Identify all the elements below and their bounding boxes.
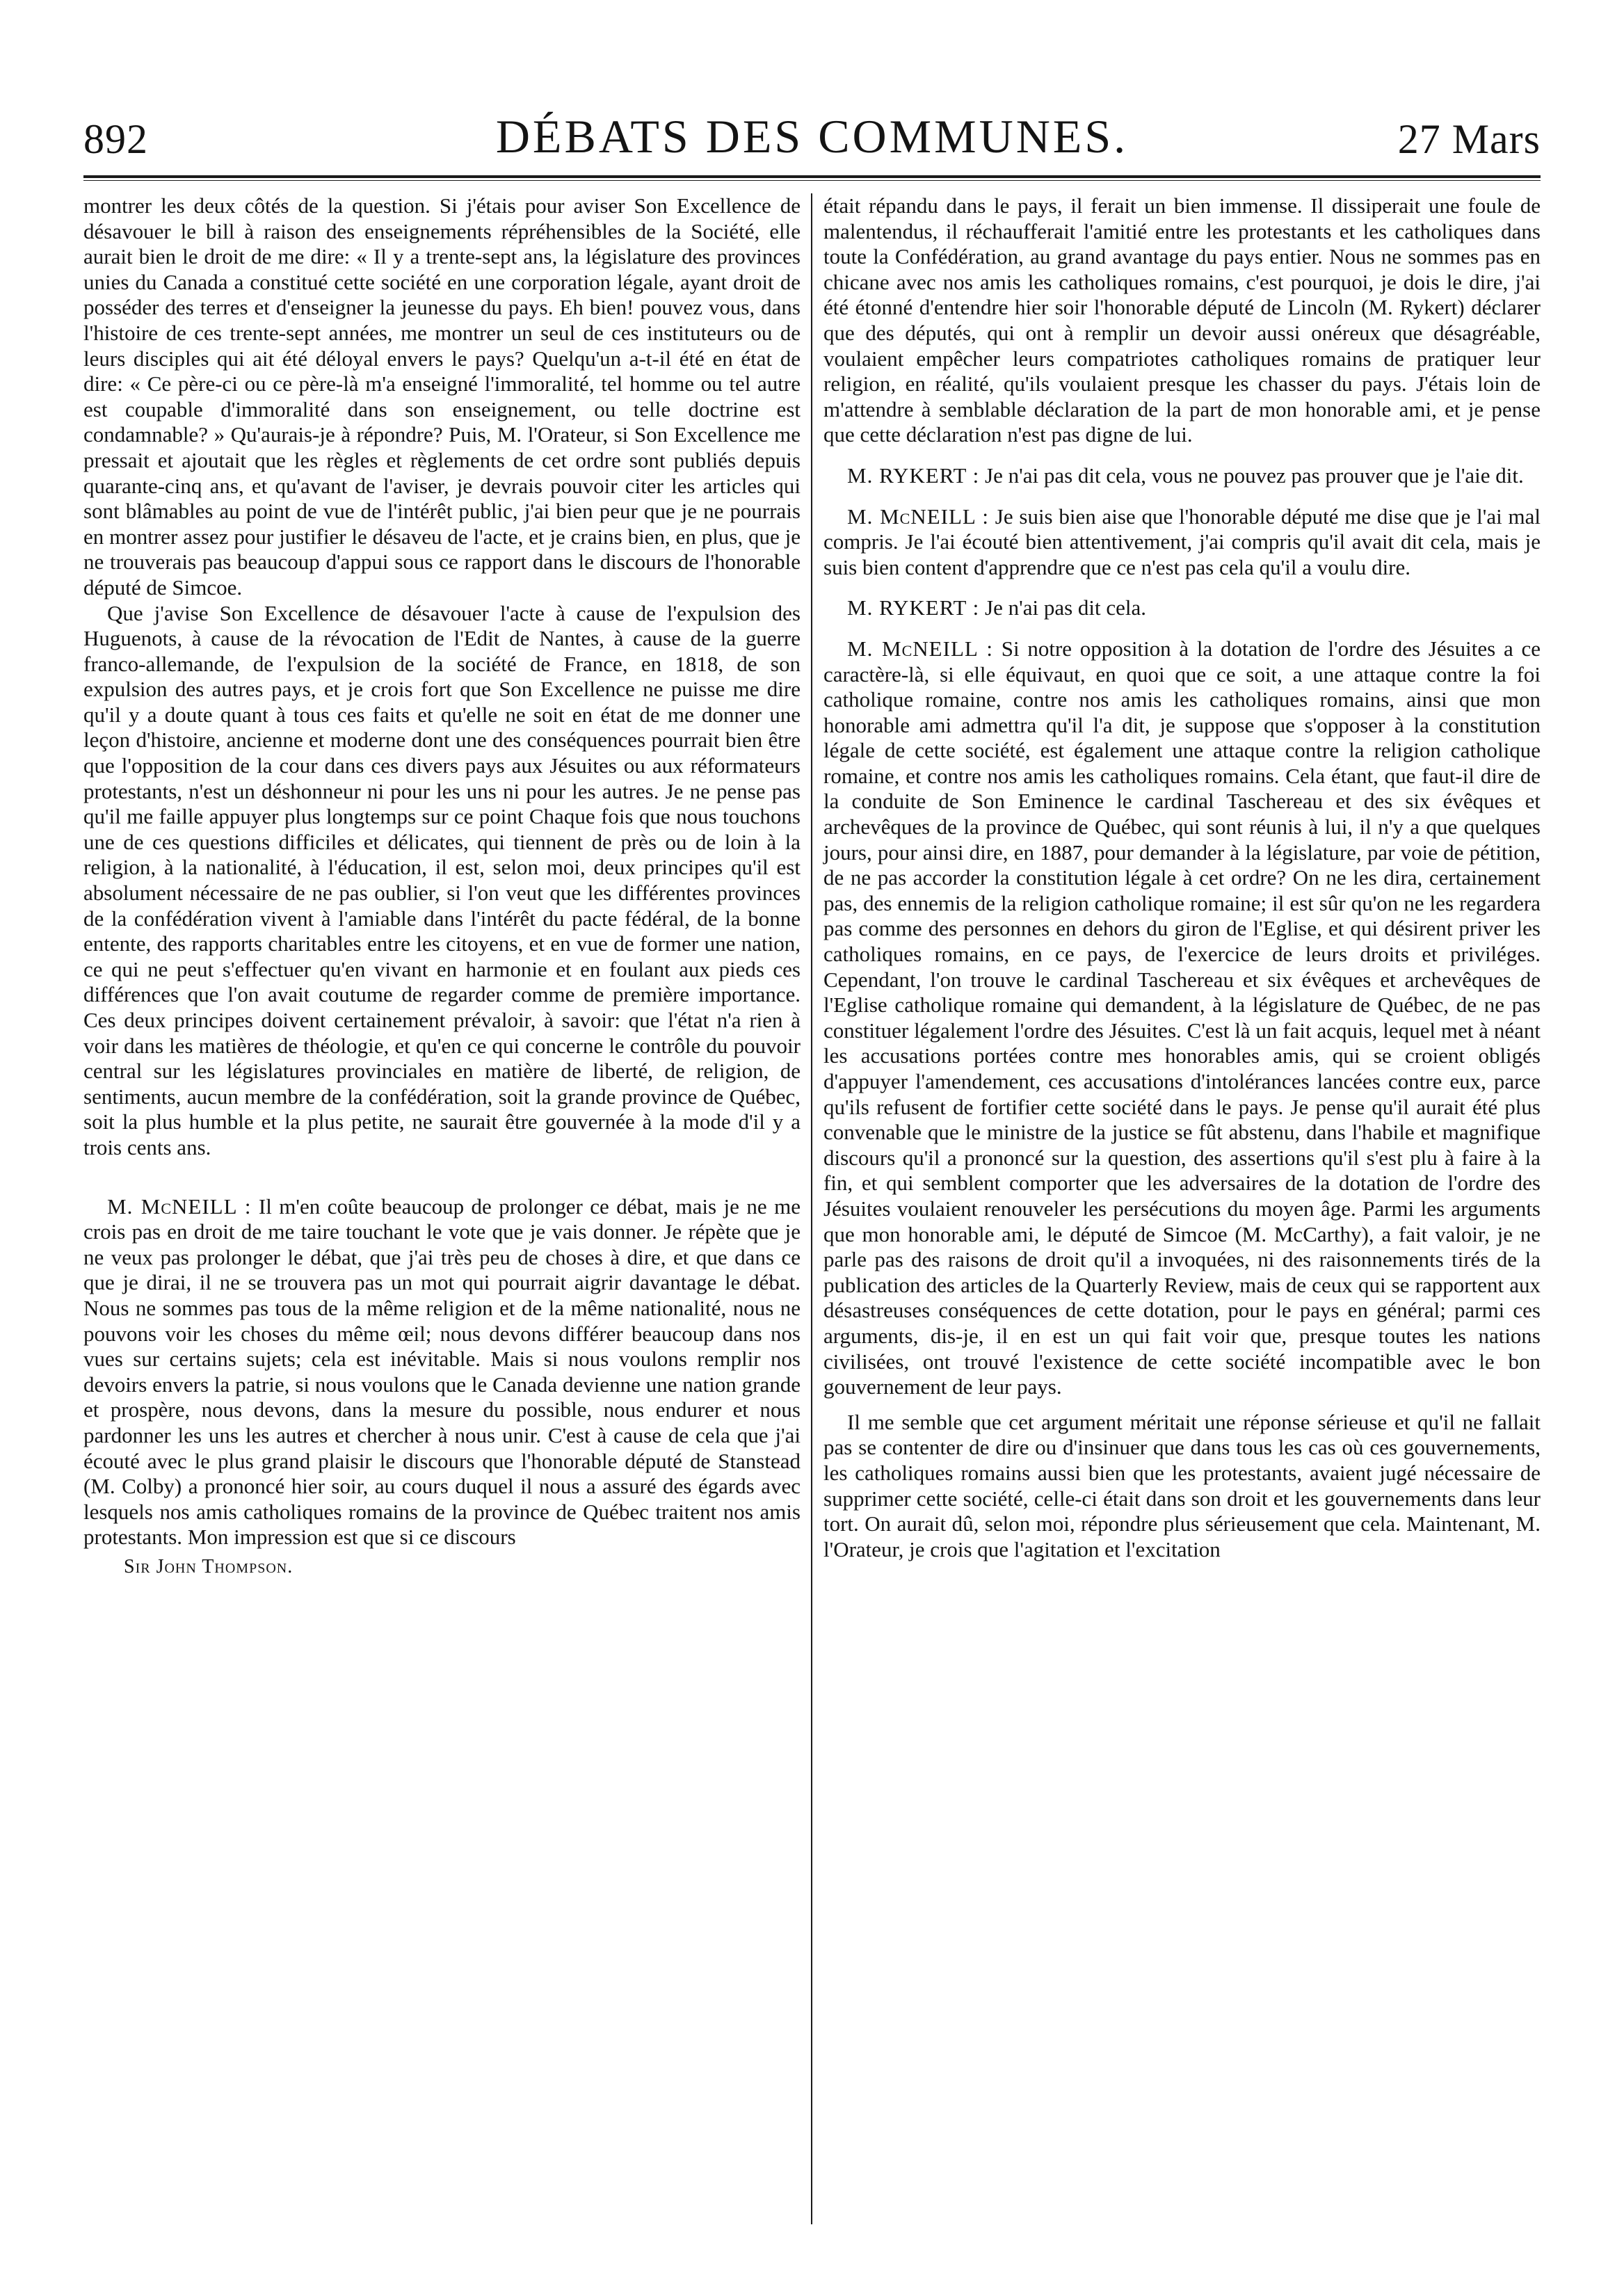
page-header bbox=[83, 97, 1541, 163]
footer-note: Sir John Thompson. bbox=[124, 1555, 294, 1577]
right-paragraph-3 bbox=[823, 504, 1541, 581]
right-paragraph-5 bbox=[823, 636, 1541, 1400]
speaker-label: M. McNEILL : bbox=[107, 1194, 252, 1219]
text-columns bbox=[83, 193, 1541, 2224]
speech-text: Je n'ai pas dit cela. bbox=[979, 595, 1147, 620]
right-paragraph-2 bbox=[823, 463, 1541, 489]
speaker-label: M. RYKERT : bbox=[847, 463, 980, 488]
right-paragraph-6: Il me semble que cet argument méritait une réponse sérieuse et qu'il ne fallait pas se contenter de dire ou d'insinuer que dans tous les cas où ces gouvernements, les catholiques romains aussi bien que les protestants, avaient jugé nécessaire de supprimer cette société, celle-ci était dans son droit et les gouvernements dans leur tort. On aurait dû, selon moi, répondre plus sérieusement que cela. Maintenant, M. l'Orateur, je crois que l'agitation et l'excitation bbox=[823, 1409, 1541, 1561]
page bbox=[83, 97, 1541, 2240]
header-rule-thin bbox=[83, 180, 1541, 181]
page-date: 27 Mars bbox=[1397, 116, 1541, 162]
right-paragraph-1: était répandu dans le pays, il ferait un bien immense. Il dissiperait une foule de malentendus, il réchaufferait l'amitié entre les protestants et les catholiques dans toute la Confédération, au grand avantage du pays entier. Nous ne sommes pas en chicane avec nos amis les catholiques romains, c'est pourquoi, je dois le dire, j'ai été étonné d'entendre hier soir l'honorable député de Lincoln (M. Rykert) déclarer que des députés, qui ont à remplir un devoir aussi onéreux que désagréable, voulaient empêcher leurs compatriotes catholiques romains de pratiquer leur religion, en réalité, qu'ils voulaient presque les chasser du pays. J'étais loin de m'attendre à semblable déclaration de la part de mon honorable ami, et je pense que cette déclaration n'est pas digne de lui. bbox=[823, 193, 1541, 447]
page-number: 892 bbox=[83, 116, 148, 162]
left-paragraph-3 bbox=[83, 1194, 801, 1550]
speaker-label: M. McNEILL : bbox=[847, 504, 990, 529]
speaker-label: M. RYKERT : bbox=[847, 595, 980, 620]
speaker-label: M. McNEILL : bbox=[847, 636, 994, 661]
left-paragraph-2: Que j'avise Son Excellence de désavouer l'acte à cause de l'expulsion des Huguenots, à cause de la révocation de l'Edit de Nantes, à cause de la guerre franco-allemande, de l'expulsion de la société de France, en 1818, de son expulsion des autres pays, et je crois fort que Son Excellence ne puisse me dire qu'il y a doute quant à tous ces faits et qu'elle ne soit en état de me donner une leçon d'histoire, ancienne et moderne dont une des conséquences pourrait bien être que l'opposition de la cour dans ces divers pays aux Jésuites ou aux réformateurs protestants, n'est un déshonneur ni pour les uns ni pour les autres. Je ne pense pas qu'il me faille appuyer plus longtemps sur ce point Chaque fois que nous touchons une de ces questions difficiles et délicates, qui tiennent de près ou de loin à la religion, à la nationalité, à l'éducation, il est, selon moi, deux principes qu'il est absolument nécessaire de ne pas oublier, si l'on veut que les différentes provinces de la confédération vivent à l'amiable dans l'intérêt du pacte fédéral, de la bonne entente, des rapports charitables entre les citoyens, et en vue de former une nation, ce qui ne peut s'effectuer qu'en vivant en harmonie et en foulant aux pieds ces différences que l'on avait coutume de regarder comme de première importance. Ces deux principes doivent certainement prévaloir, à savoir: que l'état n'a rien à voir dans les matières de théologie, et qu'en ce qui concerne le contrôle du pouvoir central sur les législatures provinciales en matière de liberté, de religion, de sentiments, aucun membre de la confédération, soit la grande province de Québec, soit la plus humble et la plus petite, ne saurait être gouvernée à la mode d'il y a trois cents ans. bbox=[83, 600, 801, 1159]
left-paragraph-1: montrer les deux côtés de la question. Si j'étais pour aviser Son Excellence de désavouer le bill à raison des enseignements répréhensibles de la Société, elle aurait bien le droit de me dire: « Il y a trente-sept ans, la législature des provinces unies du Canada a constitué cette société en une corporation légale, ayant droit de posséder des terres et d'enseigner la jeunesse du pays. Eh bien! pouvez vous, dans l'histoire de ces trente-sept années, me montrer un seul de ces instituteurs ou de leurs disciples qui ait été déloyal envers le pays? Quelqu'un a-t-il été en état de dire: « Ce père-ci ou ce père-là m'a enseigné l'immoralité, tel homme ou tel autre est coupable d'immoralité dans son enseignement, ou telle doctrine est condamnable? » Qu'aurais-je à répondre? Puis, M. l'Orateur, si Son Excellence me pressait et ajoutait que les règles et règlements de cet ordre sont publiés depuis quarante-cinq ans, et qu'avant de l'aviser, je devrais pouvoir citer les articles qui sont blâmables au point de vue de l'intérêt public, j'ai bien peur que je ne pourrais en montrer assez pour justifier le désaveu de l'acte, et je crains bien, en plus, que je ne trouverais pas beaucoup d'appui sous ce rapport dans le discours de l'honorable député de Simcoe. bbox=[83, 193, 801, 600]
right-paragraph-4 bbox=[823, 595, 1541, 621]
left-column bbox=[83, 193, 811, 2224]
header-rule bbox=[83, 175, 1541, 178]
speech-text: Je n'ai pas dit cela, vous ne pouvez pas prouver que je l'aie dit. bbox=[979, 463, 1524, 488]
page-title: DÉBATS DES COMMUNES. bbox=[495, 110, 1129, 163]
speech-text: Je suis bien aise que l'honorable député me dise que je l'ai mal compris. Je l'ai écouté bien attentivement, j'ai compris qu'il avait dit cela, mais je suis bien content d'apprendre que ce n'est pas cela qu'il a voulu dire. bbox=[823, 504, 1541, 579]
speech-text: Si notre opposition à la dotation de l'ordre des Jésuites a ce caractère-là, si elle équivaut, en quoi que ce soit, a une attaque contre la foi catholique romaine, contre nos amis les catholiques romains, ainsi que mon honorable ami admettra qu'il l'a dit, je suppose que s'opposer à la constitution légale de cette société, est également une attaque contre la religion catholique romaine, et contre nos amis les catholiques romains. Cela étant, que faut-il dire de la conduite de Son Eminence le cardinal Taschereau et des six évêques et archevêques de la province de Québec, qui sont réunis à lui, il n'y a que quelques jours, pour ainsi dire, en 1887, pour demander à la législature, par voie de pétition, de ne pas accorder la constitution légale à cet ordre? On ne les dira, certainement pas, des ennemis de la religion catholique romaine; il est sûr qu'on ne les regardera pas comme des personnes en dehors du giron de l'Eglise, et qui désirent priver les catholiques romains, en ce pays, de l'exercice de leurs droits et priviléges. Cependant, l'on trouve le cardinal Taschereau et six évêques et archevêques de l'Eglise catholique romaine qui demandent, à la législature de Québec, de ne pas constituer légalement l'ordre des Jésuites. C'est là un fait acquis, lequel met à néant les accusations portées contre mes honorables amis, qui se croient obligés d'appuyer l'amendement, ces accusations d'intolérances lancées contre eux, parce qu'ils refusent de fortifier cette société dans le pays. Je pense qu'il aurait été plus convenable que le ministre de la justice se fût abstenu, dans l'habile et magnifique discours qu'il a prononcé sur la question, des assertions qu'il s'est plu à faire à la fin, et qui semblent comporter que les adversaires de la dotation de l'ordre des Jésuites voulaient renouveler les persécutions du moyen âge. Parmi les arguments que mon honorable ami, le député de Simcoe (M. McCarthy), a fait valoir, je ne parle pas des raisons de droit qu'il a invoquées, ni des raisonnements tirés de la publication des articles de la Quarterly Review, mais de ceux qui se rapportent aux désastreuses conséquences de cette dotation, pour le pays en général; parmi ces arguments, dis-je, il en est un qui fait voir que, presque toutes les nations civilisées, ont trouvé l'existence de cette société incompatible avec le bon gouvernement de leur pays. bbox=[823, 636, 1541, 1399]
speech-text: Il m'en coûte beaucoup de prolonger ce débat, mais je ne me crois pas en droit de me taire touchant le vote que je vais donner. Je répète que je ne veux pas prolonger le débat, que j'ai très peu de choses à dire, et que dans ce que je dirai, il ne se trouvera pas un mot qui pourrait aigrir davantage le débat. Nous ne sommes pas tous de la même religion et de la même nationalité, nous ne pouvons voir les choses du même œil; nous devons différer beaucoup dans nos vues sur certains sujets; cela est inévitable. Mais si nous voulons remplir nos devoirs envers la patrie, si nous voulons que le Canada devienne une nation grande et prospère, nous devons, dans la mesure du possible, nous endurer et nous pardonner les uns les autres et chercher à nous unir. C'est à cause de cela que j'ai écouté avec le plus grand plaisir le discours que l'honorable député de Stanstead (M. Colby) a prononcé hier soir, au cours duquel il nous a assuré des égards avec lesquels nos amis catholiques romains de la province de Québec traitent nos amis protestants. Mon impression est que si ce discours bbox=[83, 1194, 801, 1550]
right-column bbox=[812, 193, 1541, 2224]
